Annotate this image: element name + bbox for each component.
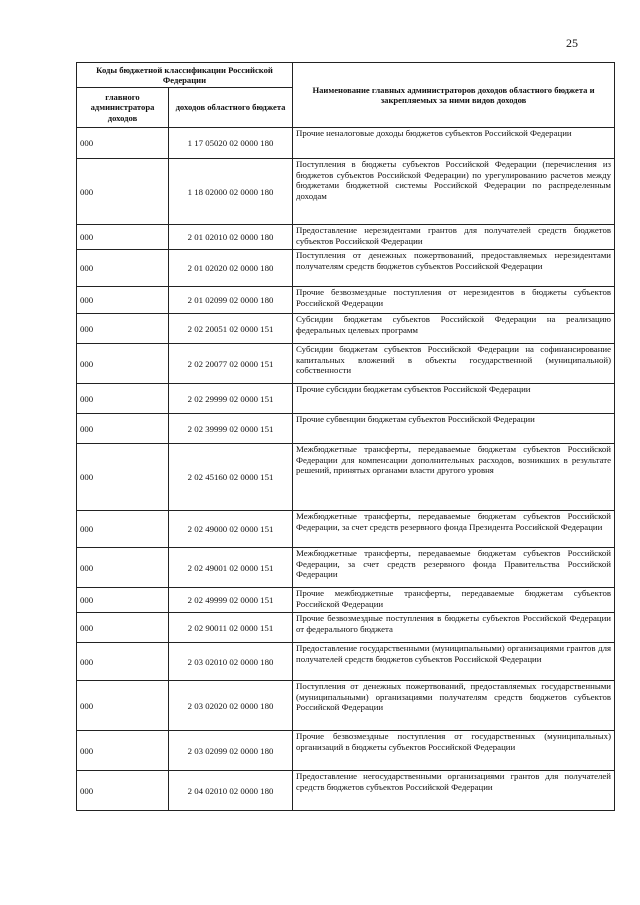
table-row [77, 681, 615, 731]
income-code-cell: 2 01 02010 02 0000 180 [169, 225, 293, 250]
income-name-cell: Прочие безвозмездные поступления от государственных (муниципальных) организаций в бюджеты субъектов Российской Федерации [293, 731, 615, 771]
income-code-cell: 2 04 02010 02 0000 180 [169, 771, 293, 811]
income-code-cell: 2 02 20051 02 0000 151 [169, 314, 293, 344]
income-name-cell: Прочие неналоговые доходы бюджетов субъектов Российской Федерации [293, 128, 615, 159]
table-row [77, 314, 615, 344]
table-row [77, 225, 615, 250]
admin-code-cell: 000 [77, 511, 169, 548]
income-code-cell: 2 01 02099 02 0000 180 [169, 287, 293, 314]
income-code-cell: 1 18 02000 02 0000 180 [169, 159, 293, 225]
admin-code-cell: 000 [77, 731, 169, 771]
income-name-cell: Прочие межбюджетные трансферты, передаваемые бюджетам субъектов Российской Федерации [293, 588, 615, 613]
page-number: 25 [566, 36, 578, 50]
income-code-cell: 2 03 02099 02 0000 180 [169, 731, 293, 771]
table-row [77, 159, 615, 225]
header-name: Наименование главных администраторов доходов областного бюджета и закрепляемых за ними видов доходов [293, 63, 615, 128]
admin-code-cell: 000 [77, 681, 169, 731]
admin-code-cell: 000 [77, 548, 169, 588]
header-income-code: доходов областного бюджета [169, 88, 293, 128]
table-row [77, 771, 615, 811]
income-name-cell: Прочие субсидии бюджетам субъектов Российской Федерации [293, 384, 615, 414]
income-name-cell: Межбюджетные трансферты, передаваемые бюджетам субъектов Российской Федерации для компенсации дополнительных расходов, возникших в результате решений, принятых органами власти другого уровня [293, 444, 615, 511]
income-code-cell: 2 02 45160 02 0000 151 [169, 444, 293, 511]
income-code-cell: 1 17 05020 02 0000 180 [169, 128, 293, 159]
table-row [77, 384, 615, 414]
income-code-cell: 2 02 49001 02 0000 151 [169, 548, 293, 588]
income-name-cell: Поступления от денежных пожертвований, предоставляемых государственными (муниципальными) организациями получателям средств бюджетов субъектов Российской Федерации [293, 681, 615, 731]
income-name-cell: Предоставление нерезидентами грантов для получателей средств бюджетов субъектов Российской Федерации [293, 225, 615, 250]
table-row [77, 548, 615, 588]
income-name-cell: Поступления в бюджеты субъектов Российской Федерации (перечисления из бюджетов субъектов Российской Федерации) по урегулированию расчетов между бюджетами бюджетной системы Российской Федерации по распределенным доходам [293, 159, 615, 225]
table-row [77, 128, 615, 159]
table-row [77, 444, 615, 511]
admin-code-cell: 000 [77, 588, 169, 613]
table-row [77, 613, 615, 643]
admin-code-cell: 000 [77, 225, 169, 250]
income-code-cell: 2 02 20077 02 0000 151 [169, 344, 293, 384]
admin-code-cell: 000 [77, 613, 169, 643]
table-row [77, 588, 615, 613]
income-code-cell: 2 02 49999 02 0000 151 [169, 588, 293, 613]
income-name-cell: Субсидии бюджетам субъектов Российской Федерации на реализацию федеральных целевых программ [293, 314, 615, 344]
income-name-cell: Межбюджетные трансферты, передаваемые бюджетам субъектов Российской Федерации, за счет средств резервного фонда Правительства Российской Федерации [293, 548, 615, 588]
table-row [77, 643, 615, 681]
admin-code-cell: 000 [77, 444, 169, 511]
income-name-cell: Субсидии бюджетам субъектов Российской Федерации на софинансирование капитальных вложений в объекты государственной (муниципальной) собственности [293, 344, 615, 384]
income-name-cell: Прочие безвозмездные поступления от нерезидентов в бюджеты субъектов Российской Федерации [293, 287, 615, 314]
income-code-cell: 2 02 29999 02 0000 151 [169, 384, 293, 414]
admin-code-cell: 000 [77, 344, 169, 384]
admin-code-cell: 000 [77, 250, 169, 287]
income-code-cell: 2 03 02010 02 0000 180 [169, 643, 293, 681]
admin-code-cell: 000 [77, 159, 169, 225]
table-row [77, 731, 615, 771]
admin-code-cell: 000 [77, 643, 169, 681]
income-code-cell: 2 03 02020 02 0000 180 [169, 681, 293, 731]
header-admin-code: главного администратора доходов [77, 88, 169, 128]
header-codes-group: Коды бюджетной классификации Российской Федерации [77, 63, 293, 88]
income-name-cell: Поступления от денежных пожертвований, предоставляемых нерезидентами получателям средств бюджетов субъектов Российской Федерации [293, 250, 615, 287]
income-code-cell: 2 01 02020 02 0000 180 [169, 250, 293, 287]
income-name-cell: Предоставление негосударственными организациями грантов для получателей средств бюджетов субъектов Российской Федерации [293, 771, 615, 811]
income-code-cell: 2 02 49000 02 0000 151 [169, 511, 293, 548]
budget-codes-table [76, 62, 615, 811]
income-name-cell: Прочие безвозмездные поступления в бюджеты субъектов Российской Федерации от федерального бюджета [293, 613, 615, 643]
income-name-cell: Предоставление государственными (муниципальными) организациями грантов для получателей средств бюджетов субъектов Российской Федерации [293, 643, 615, 681]
admin-code-cell: 000 [77, 414, 169, 444]
admin-code-cell: 000 [77, 287, 169, 314]
admin-code-cell: 000 [77, 384, 169, 414]
table-row [77, 511, 615, 548]
table-row [77, 344, 615, 384]
income-code-cell: 2 02 39999 02 0000 151 [169, 414, 293, 444]
admin-code-cell: 000 [77, 314, 169, 344]
income-name-cell: Межбюджетные трансферты, передаваемые бюджетам субъектов Российской Федерации, за счет средств резервного фонда Президента Российской Федерации [293, 511, 615, 548]
table-row [77, 287, 615, 314]
income-code-cell: 2 02 90011 02 0000 151 [169, 613, 293, 643]
table-row [77, 250, 615, 287]
income-name-cell: Прочие субвенции бюджетам субъектов Российской Федерации [293, 414, 615, 444]
admin-code-cell: 000 [77, 128, 169, 159]
admin-code-cell: 000 [77, 771, 169, 811]
table-row [77, 414, 615, 444]
